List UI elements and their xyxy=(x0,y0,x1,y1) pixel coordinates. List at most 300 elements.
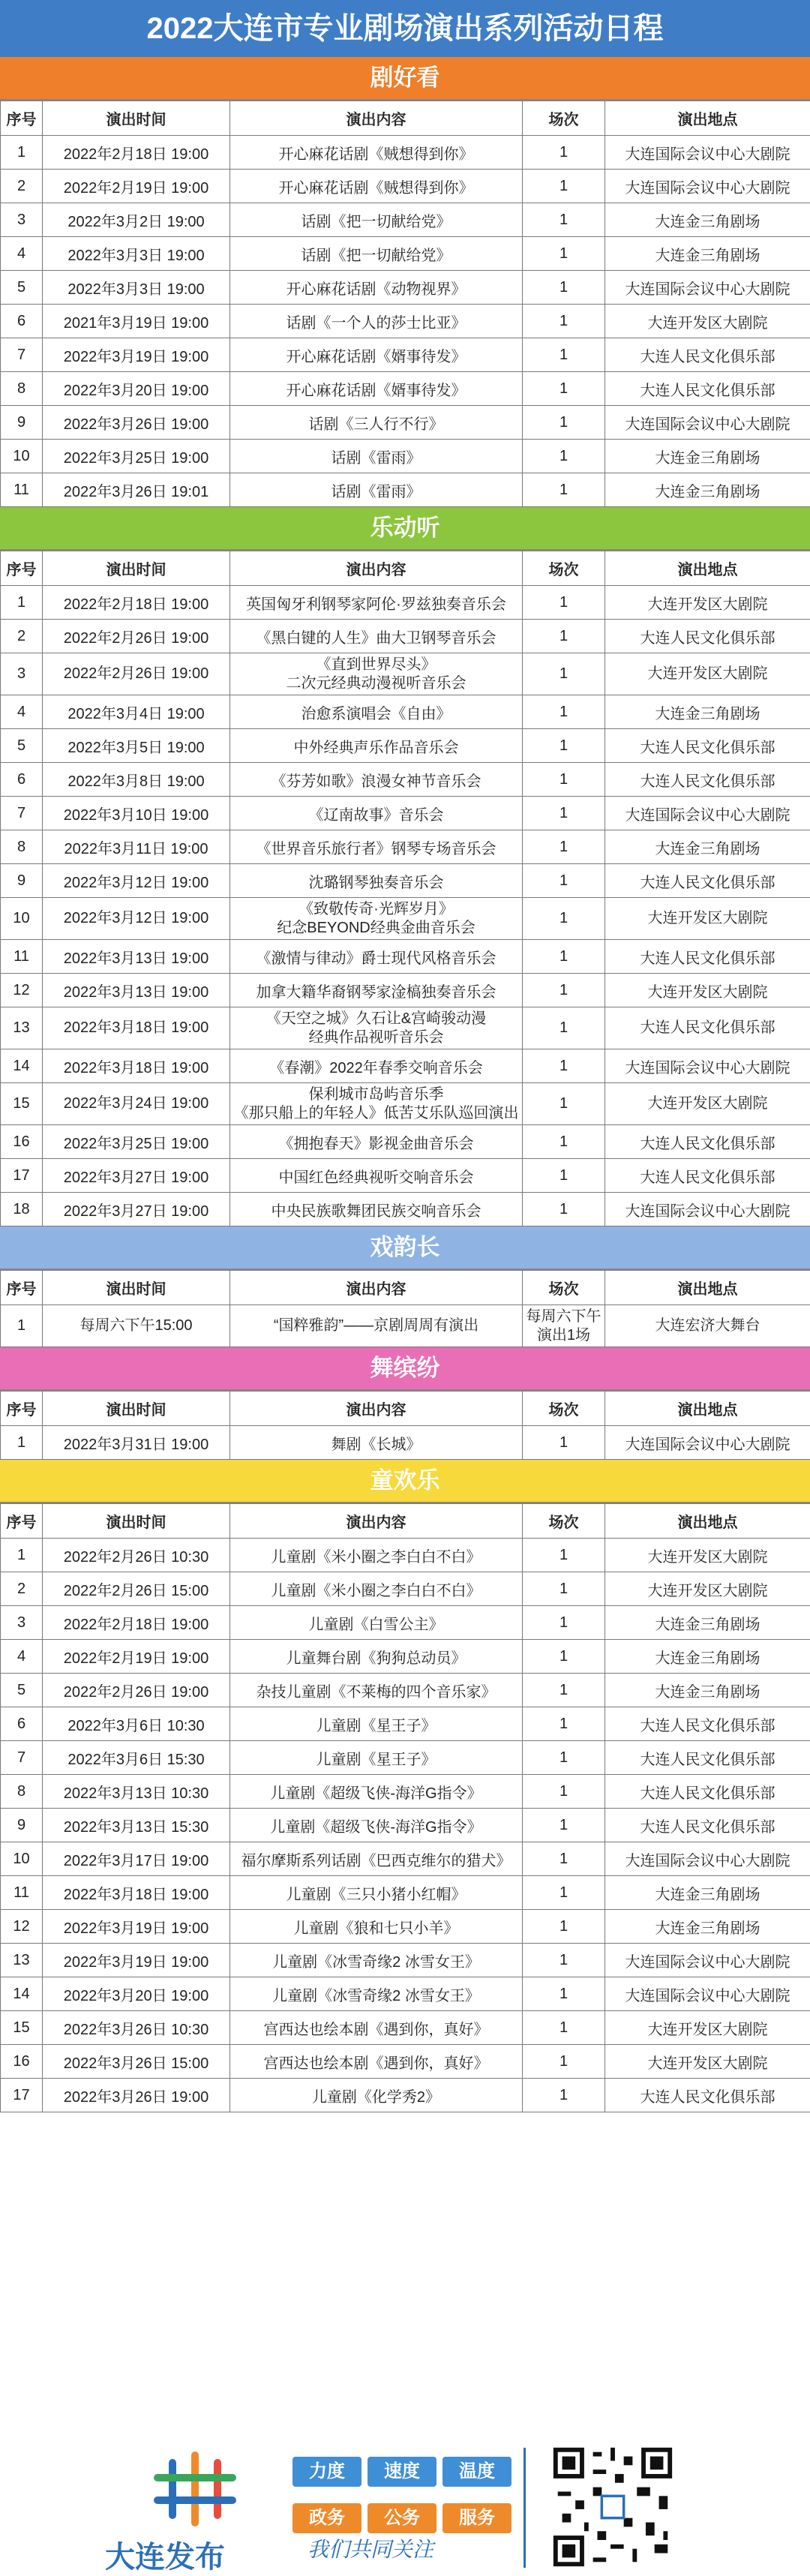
cell-count: 1 xyxy=(523,729,605,763)
cell-seq: 14 xyxy=(1,1977,43,2011)
cell-seq: 5 xyxy=(1,271,43,305)
cell-seq: 5 xyxy=(1,729,43,763)
cell-content: 儿童剧《化学秀2》 xyxy=(230,2079,523,2112)
cell-content: 儿童剧《米小圈之李白白不白》 xyxy=(230,1539,523,1572)
cell-venue: 大连国际会议中心大剧院 xyxy=(605,797,810,830)
table-row xyxy=(1,1193,810,1226)
cell-venue: 大连国际会议中心大剧院 xyxy=(605,1193,810,1226)
cell-seq: 9 xyxy=(1,864,43,898)
cell-count: 1 xyxy=(523,1674,605,1707)
cell-count: 每周六下午 演出1场 xyxy=(523,1305,605,1347)
table-row xyxy=(1,620,810,653)
header-count: 场次 xyxy=(523,101,605,136)
table-row xyxy=(1,1944,810,1977)
table-row xyxy=(1,440,810,473)
cell-time: 2022年3月26日 15:00 xyxy=(43,2045,230,2079)
cell-time: 2022年3月8日 19:00 xyxy=(43,763,230,797)
table-row xyxy=(1,338,810,372)
cell-venue: 大连开发区大剧院 xyxy=(605,1539,810,1572)
cell-time: 2022年2月26日 10:30 xyxy=(43,1539,230,1572)
cell-count: 1 xyxy=(523,1193,605,1226)
table-row xyxy=(1,170,810,203)
cell-count: 1 xyxy=(523,898,605,940)
table-row xyxy=(1,372,810,406)
cell-venue: 大连国际会议中心大剧院 xyxy=(605,271,810,305)
cell-seq: 8 xyxy=(1,830,43,864)
table-row xyxy=(1,1049,810,1083)
cell-venue: 大连金三角剧场 xyxy=(605,203,810,237)
cell-count: 1 xyxy=(523,1775,605,1809)
table-header-row xyxy=(1,551,810,586)
cell-content: 《黑白键的人生》曲大卫钢琴音乐会 xyxy=(230,620,523,653)
cell-venue: 大连国际会议中心大剧院 xyxy=(605,1842,810,1876)
cell-content: 保利城市岛屿音乐季 《那只船上的年轻人》低苦艾乐队巡回演出 xyxy=(230,1083,523,1125)
table-row xyxy=(1,1842,810,1876)
cell-count: 1 xyxy=(523,237,605,271)
slogan-text: 我们共同关注 xyxy=(308,2533,434,2563)
cell-content: 儿童剧《米小圈之李白白不白》 xyxy=(230,1572,523,1606)
cell-count: 1 xyxy=(523,372,605,406)
cell-time: 2022年3月13日 19:00 xyxy=(43,974,230,1007)
cell-time: 2022年3月12日 19:00 xyxy=(43,864,230,898)
cell-seq: 15 xyxy=(1,1083,43,1125)
schedule-table xyxy=(0,551,810,1226)
table-row xyxy=(1,1159,810,1193)
cell-content: 儿童剧《狼和七只小羊》 xyxy=(230,1910,523,1944)
table-row xyxy=(1,1640,810,1674)
cell-content: 《直到世界尽头》 二次元经典动漫视听音乐会 xyxy=(230,653,523,695)
cell-content: 儿童剧《三只小猪小红帽》 xyxy=(230,1876,523,1910)
header-venue: 演出地点 xyxy=(605,1271,810,1305)
cell-seq: 8 xyxy=(1,372,43,406)
cell-content: 《天空之城》久石让&宫崎骏动漫 经典作品视听音乐会 xyxy=(230,1007,523,1049)
cell-count: 1 xyxy=(523,305,605,338)
table-row xyxy=(1,1876,810,1910)
cell-content: 开心麻花话剧《贼想得到你》 xyxy=(230,170,523,203)
cell-venue: 大连开发区大剧院 xyxy=(605,898,810,940)
cell-content: 《春潮》2022年春季交响音乐会 xyxy=(230,1049,523,1083)
cell-count: 1 xyxy=(523,695,605,729)
cell-venue: 大连人民文化俱乐部 xyxy=(605,620,810,653)
cell-venue: 大连国际会议中心大剧院 xyxy=(605,1426,810,1460)
cell-content: 中央民族歌舞团民族交响音乐会 xyxy=(230,1193,523,1226)
cell-venue: 大连人民文化俱乐部 xyxy=(605,1741,810,1775)
cell-content: 儿童剧《白雪公主》 xyxy=(230,1606,523,1640)
cell-seq: 3 xyxy=(1,203,43,237)
slogan-tag: 力度 xyxy=(292,2457,362,2487)
cell-venue: 大连金三角剧场 xyxy=(605,1640,810,1674)
cell-content: 儿童剧《超级飞侠-海洋G指令》 xyxy=(230,1809,523,1842)
cell-content: 话剧《三人行不行》 xyxy=(230,406,523,440)
table-row xyxy=(1,237,810,271)
cell-time: 2022年3月17日 19:00 xyxy=(43,1842,230,1876)
table-row xyxy=(1,473,810,507)
footer-divider xyxy=(524,2448,526,2568)
cell-seq: 11 xyxy=(1,1876,43,1910)
cell-count: 1 xyxy=(523,1741,605,1775)
cell-time: 2022年3月26日 10:30 xyxy=(43,2011,230,2045)
cell-count: 1 xyxy=(523,1606,605,1640)
cell-seq: 4 xyxy=(1,237,43,271)
section-title: 童欢乐 xyxy=(0,1460,810,1503)
cell-venue: 大连人民文化俱乐部 xyxy=(605,864,810,898)
cell-venue: 大连开发区大剧院 xyxy=(605,1083,810,1125)
header-time: 演出时间 xyxy=(43,1392,230,1426)
cell-content: 儿童剧《冰雪奇缘2 冰雪女王》 xyxy=(230,1977,523,2011)
cell-count: 1 xyxy=(523,1125,605,1159)
cell-content: 儿童剧《星王子》 xyxy=(230,1741,523,1775)
cell-time: 2022年2月26日 19:00 xyxy=(43,653,230,695)
header-time: 演出时间 xyxy=(43,551,230,586)
table-row xyxy=(1,2011,810,2045)
cell-count: 1 xyxy=(523,1159,605,1193)
cell-venue: 大连人民文化俱乐部 xyxy=(605,1775,810,1809)
header-count: 场次 xyxy=(523,551,605,586)
cell-venue: 大连开发区大剧院 xyxy=(605,305,810,338)
cell-time: 2022年3月13日 10:30 xyxy=(43,1775,230,1809)
cell-content: 话剧《一个人的莎士比亚》 xyxy=(230,305,523,338)
cell-seq: 6 xyxy=(1,763,43,797)
cell-count: 1 xyxy=(523,653,605,695)
cell-time: 2022年3月3日 19:00 xyxy=(43,271,230,305)
cell-venue: 大连宏济大舞台 xyxy=(605,1305,810,1347)
cell-content: 沈璐钢琴独奏音乐会 xyxy=(230,864,523,898)
header-seq: 序号 xyxy=(1,551,43,586)
cell-seq: 10 xyxy=(1,1842,43,1876)
table-header-row xyxy=(1,101,810,136)
table-row xyxy=(1,1809,810,1842)
cell-time: 2022年3月2日 19:00 xyxy=(43,203,230,237)
cell-venue: 大连开发区大剧院 xyxy=(605,586,810,620)
cell-count: 1 xyxy=(523,1944,605,1977)
cell-venue: 大连人民文化俱乐部 xyxy=(605,763,810,797)
cell-venue: 大连人民文化俱乐部 xyxy=(605,338,810,372)
cell-time: 2022年3月31日 19:00 xyxy=(43,1426,230,1460)
cell-count: 1 xyxy=(523,586,605,620)
cell-time: 2022年3月13日 15:30 xyxy=(43,1809,230,1842)
table-row xyxy=(1,271,810,305)
table-row xyxy=(1,1606,810,1640)
header-content: 演出内容 xyxy=(230,1504,523,1539)
table-row xyxy=(1,1426,810,1460)
cell-venue: 大连开发区大剧院 xyxy=(605,2011,810,2045)
cell-count: 1 xyxy=(523,1842,605,1876)
header-time: 演出时间 xyxy=(43,101,230,136)
table-row xyxy=(1,1910,810,1944)
cell-count: 1 xyxy=(523,620,605,653)
cell-venue: 大连金三角剧场 xyxy=(605,473,810,507)
cell-time: 2022年3月20日 19:00 xyxy=(43,372,230,406)
cell-seq: 16 xyxy=(1,1125,43,1159)
cell-seq: 10 xyxy=(1,440,43,473)
table-row xyxy=(1,2045,810,2079)
cell-time: 2022年2月26日 19:00 xyxy=(43,620,230,653)
cell-count: 1 xyxy=(523,271,605,305)
cell-content: 儿童剧《冰雪奇缘2 冰雪女王》 xyxy=(230,1944,523,1977)
cell-count: 1 xyxy=(523,1640,605,1674)
cell-time: 2022年3月18日 19:00 xyxy=(43,1007,230,1049)
cell-time: 2022年3月26日 19:01 xyxy=(43,473,230,507)
cell-content: 儿童舞台剧《狗狗总动员》 xyxy=(230,1640,523,1674)
slogan-tag: 温度 xyxy=(442,2457,512,2487)
cell-venue: 大连开发区大剧院 xyxy=(605,2045,810,2079)
cell-count: 1 xyxy=(523,864,605,898)
cell-count: 1 xyxy=(523,338,605,372)
header-time: 演出时间 xyxy=(43,1504,230,1539)
cell-count: 1 xyxy=(523,1083,605,1125)
cell-content: 《辽南故事》音乐会 xyxy=(230,797,523,830)
table-row xyxy=(1,1083,810,1125)
section-title: 戏韵长 xyxy=(0,1226,810,1270)
schedule-table xyxy=(0,1503,810,2112)
header-content: 演出内容 xyxy=(230,1392,523,1426)
cell-venue: 大连人民文化俱乐部 xyxy=(605,1125,810,1159)
cell-content: 开心麻花话剧《动物视界》 xyxy=(230,271,523,305)
cell-venue: 大连人民文化俱乐部 xyxy=(605,372,810,406)
table-row xyxy=(1,1539,810,1572)
cell-seq: 14 xyxy=(1,1049,43,1083)
cell-seq: 12 xyxy=(1,1910,43,1944)
cell-count: 1 xyxy=(523,1707,605,1741)
cell-time: 2022年3月10日 19:00 xyxy=(43,797,230,830)
header-time: 演出时间 xyxy=(43,1271,230,1305)
table-row xyxy=(1,136,810,170)
cell-seq: 7 xyxy=(1,797,43,830)
header-venue: 演出地点 xyxy=(605,1504,810,1539)
cell-content: 加拿大籍华裔钢琴家淦槁独奏音乐会 xyxy=(230,974,523,1007)
cell-content: 《致敬传奇·光辉岁月》 纪念BEYOND经典金曲音乐会 xyxy=(230,898,523,940)
cell-count: 1 xyxy=(523,1426,605,1460)
cell-count: 1 xyxy=(523,440,605,473)
cell-seq: 17 xyxy=(1,1159,43,1193)
table-header-row xyxy=(1,1504,810,1539)
table-row xyxy=(1,830,810,864)
cell-time: 2022年3月26日 19:00 xyxy=(43,406,230,440)
cell-seq: 2 xyxy=(1,170,43,203)
cell-seq: 16 xyxy=(1,2045,43,2079)
slogan-tag: 公务 xyxy=(368,2503,436,2533)
cell-count: 1 xyxy=(523,406,605,440)
section-title: 舞缤纷 xyxy=(0,1347,810,1391)
cell-seq: 13 xyxy=(1,1944,43,1977)
header-content: 演出内容 xyxy=(230,551,523,586)
table-row xyxy=(1,797,810,830)
header-venue: 演出地点 xyxy=(605,551,810,586)
cell-time: 2022年3月6日 15:30 xyxy=(43,1741,230,1775)
cell-content: 治愈系演唱会《自由》 xyxy=(230,695,523,729)
header-seq: 序号 xyxy=(1,101,43,136)
cell-seq: 10 xyxy=(1,898,43,940)
cell-time: 2022年2月18日 19:00 xyxy=(43,586,230,620)
cell-venue: 大连金三角剧场 xyxy=(605,1606,810,1640)
cell-content: 福尔摩斯系列话剧《巴西克维尔的猎犬》 xyxy=(230,1842,523,1876)
cell-content: 舞剧《长城》 xyxy=(230,1426,523,1460)
cell-time: 2022年3月25日 19:00 xyxy=(43,440,230,473)
cell-content: “国粹雅韵”——京剧周周有演出 xyxy=(230,1305,523,1347)
table-row xyxy=(1,1775,810,1809)
table-row xyxy=(1,1977,810,2011)
cell-venue: 大连金三角剧场 xyxy=(605,1674,810,1707)
cell-count: 1 xyxy=(523,473,605,507)
header-seq: 序号 xyxy=(1,1271,43,1305)
cell-time: 2022年2月19日 19:00 xyxy=(43,170,230,203)
cell-venue: 大连金三角剧场 xyxy=(605,1876,810,1910)
cell-count: 1 xyxy=(523,1049,605,1083)
schedule-table xyxy=(0,101,810,507)
table-row xyxy=(1,864,810,898)
cell-time: 2022年3月20日 19:00 xyxy=(43,1977,230,2011)
table-row xyxy=(1,203,810,237)
cell-venue: 大连人民文化俱乐部 xyxy=(605,940,810,974)
table-row xyxy=(1,1741,810,1775)
slogan-tag: 服务 xyxy=(442,2503,512,2533)
cell-venue: 大连金三角剧场 xyxy=(605,830,810,864)
cell-count: 1 xyxy=(523,1876,605,1910)
cell-venue: 大连国际会议中心大剧院 xyxy=(605,406,810,440)
cell-time: 2022年3月27日 19:00 xyxy=(43,1193,230,1226)
cell-count: 1 xyxy=(523,1910,605,1944)
table-row xyxy=(1,974,810,1007)
header-venue: 演出地点 xyxy=(605,101,810,136)
table-row xyxy=(1,763,810,797)
cell-time: 每周六下午15:00 xyxy=(43,1305,230,1347)
cell-count: 1 xyxy=(523,1007,605,1049)
cell-venue: 大连金三角剧场 xyxy=(605,237,810,271)
cell-time: 2022年3月19日 19:00 xyxy=(43,338,230,372)
cell-venue: 大连人民文化俱乐部 xyxy=(605,2079,810,2112)
cell-time: 2022年2月26日 15:00 xyxy=(43,1572,230,1606)
cell-time: 2022年3月18日 19:00 xyxy=(43,1049,230,1083)
cell-seq: 13 xyxy=(1,1007,43,1049)
cell-seq: 1 xyxy=(1,1305,43,1347)
cell-time: 2022年2月18日 19:00 xyxy=(43,136,230,170)
cell-venue: 大连金三角剧场 xyxy=(605,440,810,473)
cell-time: 2022年3月26日 19:00 xyxy=(43,2079,230,2112)
cell-venue: 大连国际会议中心大剧院 xyxy=(605,1977,810,2011)
table-row xyxy=(1,2079,810,2112)
table-row xyxy=(1,1007,810,1049)
cell-time: 2022年3月19日 19:00 xyxy=(43,1910,230,1944)
cell-content: 开心麻花话剧《婿事待发》 xyxy=(230,338,523,372)
cell-seq: 17 xyxy=(1,2079,43,2112)
cell-count: 1 xyxy=(523,2079,605,2112)
header-content: 演出内容 xyxy=(230,1271,523,1305)
cell-seq: 9 xyxy=(1,406,43,440)
header-seq: 序号 xyxy=(1,1504,43,1539)
cell-count: 1 xyxy=(523,1572,605,1606)
cell-count: 1 xyxy=(523,797,605,830)
cell-time: 2022年3月19日 19:00 xyxy=(43,1944,230,1977)
cell-content: 儿童剧《超级飞侠-海洋G指令》 xyxy=(230,1775,523,1809)
cell-seq: 1 xyxy=(1,1539,43,1572)
cell-content: 话剧《把一切献给党》 xyxy=(230,237,523,271)
cell-seq: 1 xyxy=(1,586,43,620)
cell-venue: 大连国际会议中心大剧院 xyxy=(605,1944,810,1977)
cell-time: 2022年3月18日 19:00 xyxy=(43,1876,230,1910)
cell-time: 2022年3月24日 19:00 xyxy=(43,1083,230,1125)
cell-time: 2022年2月19日 19:00 xyxy=(43,1640,230,1674)
page-title: 2022大连市专业剧场演出系列活动日程 xyxy=(0,0,810,57)
cell-time: 2022年3月25日 19:00 xyxy=(43,1125,230,1159)
cell-venue: 大连国际会议中心大剧院 xyxy=(605,1049,810,1083)
cell-venue: 大连国际会议中心大剧院 xyxy=(605,136,810,170)
table-row xyxy=(1,586,810,620)
cell-seq: 18 xyxy=(1,1193,43,1226)
cell-venue: 大连人民文化俱乐部 xyxy=(605,1007,810,1049)
cell-content: 话剧《雷雨》 xyxy=(230,440,523,473)
cell-time: 2022年3月12日 19:00 xyxy=(43,898,230,940)
cell-seq: 15 xyxy=(1,2011,43,2045)
cell-seq: 1 xyxy=(1,1426,43,1460)
cell-seq: 11 xyxy=(1,940,43,974)
table-header-row xyxy=(1,1271,810,1305)
cell-time: 2022年3月11日 19:00 xyxy=(43,830,230,864)
cell-time: 2022年2月18日 19:00 xyxy=(43,1606,230,1640)
table-row xyxy=(1,1305,810,1347)
cell-count: 1 xyxy=(523,1809,605,1842)
table-row xyxy=(1,1572,810,1606)
cell-seq: 1 xyxy=(1,136,43,170)
cell-count: 1 xyxy=(523,2045,605,2079)
brand-name: 大连发布 xyxy=(105,2533,225,2576)
cell-venue: 大连开发区大剧院 xyxy=(605,653,810,695)
header-count: 场次 xyxy=(523,1504,605,1539)
header-venue: 演出地点 xyxy=(605,1392,810,1426)
table-row xyxy=(1,940,810,974)
cell-venue: 大连国际会议中心大剧院 xyxy=(605,170,810,203)
cell-count: 1 xyxy=(523,1539,605,1572)
cell-content: 《世界音乐旅行者》钢琴专场音乐会 xyxy=(230,830,523,864)
cell-content: 中外经典声乐作品音乐会 xyxy=(230,729,523,763)
cell-time: 2022年3月3日 19:00 xyxy=(43,237,230,271)
cell-venue: 大连人民文化俱乐部 xyxy=(605,1707,810,1741)
cell-seq: 4 xyxy=(1,1640,43,1674)
section-title: 剧好看 xyxy=(0,57,810,101)
cell-seq: 4 xyxy=(1,695,43,729)
cell-venue: 大连金三角剧场 xyxy=(605,1910,810,1944)
cell-count: 1 xyxy=(523,203,605,237)
schedule-sections xyxy=(0,57,810,2112)
cell-venue: 大连开发区大剧院 xyxy=(605,1572,810,1606)
cell-content: 中国红色经典视听交响音乐会 xyxy=(230,1159,523,1193)
cell-seq: 2 xyxy=(1,1572,43,1606)
cell-content: 话剧《雷雨》 xyxy=(230,473,523,507)
cell-count: 1 xyxy=(523,830,605,864)
cell-count: 1 xyxy=(523,940,605,974)
cell-count: 1 xyxy=(523,974,605,1007)
table-row xyxy=(1,406,810,440)
cell-seq: 3 xyxy=(1,1606,43,1640)
schedule-table xyxy=(0,1391,810,1460)
table-row xyxy=(1,1707,810,1741)
cell-seq: 8 xyxy=(1,1775,43,1809)
cell-content: 英国匈牙利钢琴家阿伦·罗兹独奏音乐会 xyxy=(230,586,523,620)
cell-count: 1 xyxy=(523,136,605,170)
cell-time: 2022年3月6日 10:30 xyxy=(43,1707,230,1741)
table-header-row xyxy=(1,1392,810,1426)
section-title: 乐动听 xyxy=(0,507,810,551)
cell-content: 宫西达也绘本剧《遇到你，真好》 xyxy=(230,2045,523,2079)
table-row xyxy=(1,695,810,729)
cell-time: 2022年2月26日 19:00 xyxy=(43,1674,230,1707)
header-content: 演出内容 xyxy=(230,101,523,136)
cell-time: 2022年3月27日 19:00 xyxy=(43,1159,230,1193)
table-row xyxy=(1,1674,810,1707)
slogan-tag: 速度 xyxy=(368,2457,436,2487)
cell-venue: 大连人民文化俱乐部 xyxy=(605,1809,810,1842)
cell-content: 开心麻花话剧《婿事待发》 xyxy=(230,372,523,406)
cell-time: 2022年3月5日 19:00 xyxy=(43,729,230,763)
